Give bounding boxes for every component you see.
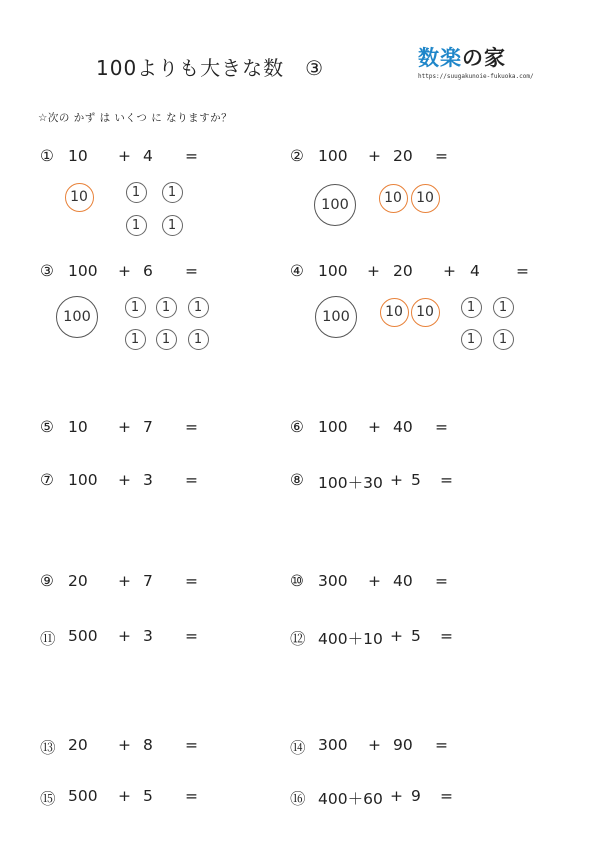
problem-operand: 500 [68,787,98,805]
problem-operand: 7 [143,418,153,436]
problem-operand: 100 [318,147,348,165]
coin-1: 1 [126,215,147,236]
equals-sign: = [185,572,198,590]
plus-sign: + [118,147,131,165]
problem-number: ⑥ [290,418,304,436]
equals-sign: = [185,627,198,645]
plus-sign: + [118,736,131,754]
equals-sign: = [440,787,453,805]
problem-operand: 400＋60 [318,790,383,808]
plus-sign: + [390,627,403,645]
equals-sign: = [185,418,198,436]
problem-number: ① [40,147,54,165]
problem-number: ③ [40,262,54,280]
equals-sign: = [185,471,198,489]
problem-operand: 300 [318,572,348,590]
plus-sign: + [390,787,403,805]
coin-10: 10 [380,298,409,327]
problem-operand: 100 [318,418,348,436]
problem-number: ⑮ [40,790,56,808]
coin-10: 10 [379,184,408,213]
equals-sign: = [185,262,198,280]
problem-operand: 3 [143,471,153,489]
plus-sign: + [368,572,381,590]
coin-10: 10 [411,184,440,213]
problem-operand: 5 [143,787,153,805]
problem-operand: 20 [393,147,413,165]
equals-sign: = [185,736,198,754]
problem-operand: 9 [411,787,421,805]
problem-number: ② [290,147,304,165]
problem-number: ⑫ [290,630,306,648]
coin-1: 1 [188,329,209,350]
equals-sign: = [185,787,198,805]
problem-operand: 20 [393,262,413,280]
equals-sign: = [440,627,453,645]
problem-number: ⑬ [40,739,56,757]
logo-text-part1: 数楽 [418,46,462,70]
problem-operand: 90 [393,736,413,754]
coin-1: 1 [188,297,209,318]
plus-sign: + [118,787,131,805]
problem-number: ⑯ [290,790,306,808]
problem-number: ⑨ [40,572,54,590]
problem-operand: 100 [68,262,98,280]
coin-1: 1 [461,297,482,318]
equals-sign: = [435,147,448,165]
coin-10: 10 [411,298,440,327]
plus-sign: + [118,418,131,436]
problem-operand: 7 [143,572,153,590]
equals-sign: = [516,262,529,280]
equals-sign: = [435,418,448,436]
logo-text [418,42,534,72]
coin-1: 1 [493,297,514,318]
problem-operand: 40 [393,572,413,590]
problem-number: ④ [290,262,304,280]
coin-1: 1 [125,297,146,318]
problem-operand: 10 [68,418,88,436]
problem-operand: 500 [68,627,98,645]
problem-number: ⑦ [40,471,54,489]
problem-operand: 10 [68,147,88,165]
plus-sign: + [118,627,131,645]
plus-sign: + [367,262,380,280]
coin-1: 1 [461,329,482,350]
logo-text-part2: の家 [462,46,506,70]
problem-operand: 20 [68,572,88,590]
problem-number: ⑪ [40,630,56,648]
problem-number: ⑤ [40,418,54,436]
problem-operand: 300 [318,736,348,754]
coin-1: 1 [162,182,183,203]
problem-operand: 4 [143,147,153,165]
problem-number: ⑭ [290,739,306,757]
logo-url: https://suugakunoie-fukuoka.com/ [418,73,534,80]
problem-operand: 6 [143,262,153,280]
problem-operand: 400＋10 [318,630,383,648]
problem-operand: 40 [393,418,413,436]
plus-sign: + [390,471,403,489]
coin-1: 1 [156,329,177,350]
page-title: 100よりも大きな数 ③ [96,56,325,80]
plus-sign: + [368,736,381,754]
problem-operand: 4 [470,262,480,280]
problem-operand: 100 [318,262,348,280]
plus-sign: + [118,572,131,590]
plus-sign: + [443,262,456,280]
problem-operand: 5 [411,627,421,645]
coin-1: 1 [125,329,146,350]
coin-1: 1 [493,329,514,350]
coin-100: 100 [56,296,98,338]
problem-operand: 100 [68,471,98,489]
equals-sign: = [185,147,198,165]
instruction-text: ☆次の かず は いくつ に なりますか？ [38,112,233,124]
problem-operand: 3 [143,627,153,645]
coin-100: 100 [315,296,357,338]
coin-1: 1 [126,182,147,203]
equals-sign: = [440,471,453,489]
coin-10: 10 [65,183,94,212]
problem-operand: 20 [68,736,88,754]
plus-sign: + [368,418,381,436]
problem-operand: 5 [411,471,421,489]
plus-sign: + [368,147,381,165]
coin-1: 1 [156,297,177,318]
problem-operand: 8 [143,736,153,754]
site-logo [418,42,534,80]
problem-number: ⑩ [290,572,304,590]
coin-100: 100 [314,184,356,226]
equals-sign: = [435,736,448,754]
coin-1: 1 [162,215,183,236]
equals-sign: = [435,572,448,590]
plus-sign: + [118,471,131,489]
problem-operand: 100＋30 [318,474,383,492]
problem-number: ⑧ [290,471,304,489]
plus-sign: + [118,262,131,280]
